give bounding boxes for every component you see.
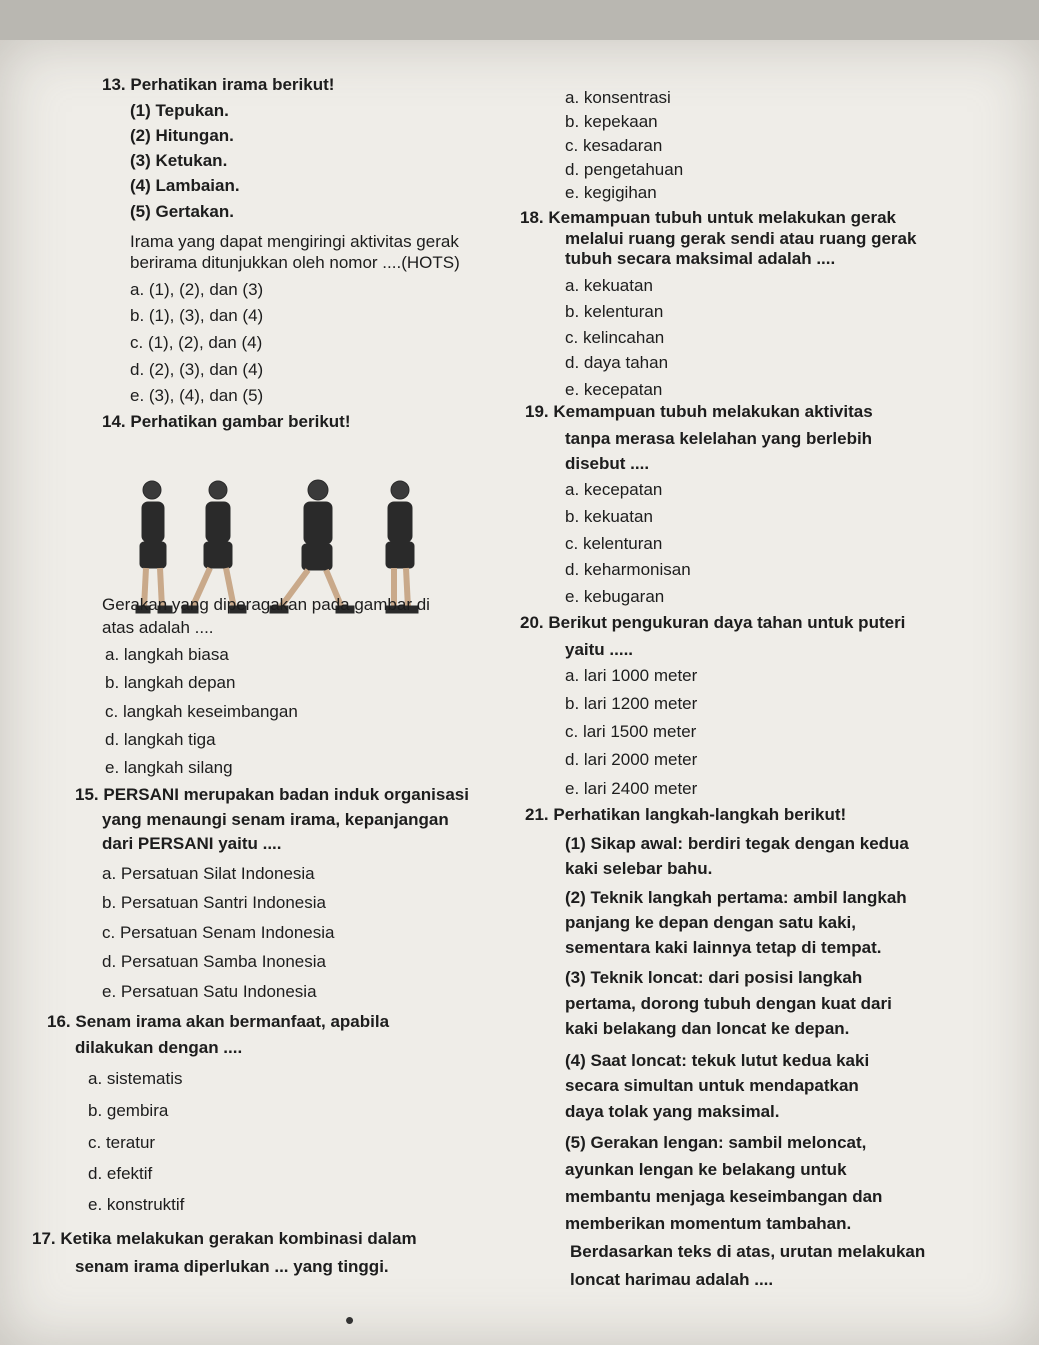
q13-option-e: e. (3), (4), dan (5) <box>130 386 264 405</box>
q21-step-1-line-2: kaki selebar bahu. <box>565 859 713 878</box>
q14-option-c: c. langkah keseimbangan <box>105 702 298 721</box>
q14-stem-line-1: Gerakan yang diperagakan pada gambar di <box>102 595 430 614</box>
figure-4 <box>386 481 418 613</box>
q21-step-5-line-2: ayunkan lengan ke belakang untuk <box>565 1160 847 1179</box>
figure-1 <box>136 481 172 613</box>
question-15-line-2: yang menaungi senam irama, kepanjangan <box>102 810 449 829</box>
question-17-line-1: 17. Ketika melakukan gerakan kombinasi dalam <box>32 1229 417 1248</box>
q19-option-c: c. kelenturan <box>565 534 663 553</box>
q16-option-a: a. sistematis <box>88 1069 183 1088</box>
question-16-line-1: 16. Senam irama akan bermanfaat, apabila <box>47 1012 390 1031</box>
q13-stem-line-1: Irama yang dapat mengiringi aktivitas gerak <box>130 232 459 251</box>
q21-step-3-line-2: pertama, dorong tubuh dengan kuat dari <box>565 994 892 1013</box>
q21-step-2-line-3: sementara kaki lainnya tetap di tempat. <box>565 938 882 957</box>
q13-item-4: (4) Lambaian. <box>130 176 240 195</box>
question-15-line-1: 15. PERSANI merupakan badan induk organisasi <box>75 785 469 804</box>
q13-stem-line-2: berirama ditunjukkan oleh nomor ....(HOTS) <box>130 253 460 272</box>
q17-option-b: b. kepekaan <box>565 112 658 131</box>
question-16-line-2: dilakukan dengan .... <box>75 1038 243 1057</box>
q15-option-c: c. Persatuan Senam Indonesia <box>102 923 335 942</box>
question-19-line-2: tanpa merasa kelelahan yang berlebih <box>565 429 873 448</box>
question-17-line-2: senam irama diperlukan ... yang tinggi. <box>75 1257 389 1276</box>
q17-option-c: c. kesadaran <box>565 136 663 155</box>
q18-option-d: d. daya tahan <box>565 353 669 372</box>
q20-option-b: b. lari 1200 meter <box>565 694 698 713</box>
figure-2 <box>182 481 246 613</box>
question-19-line-3: disebut .... <box>565 454 650 473</box>
q13-item-3: (3) Ketukan. <box>130 151 228 170</box>
q21-step-3-line-3: kaki belakang dan loncat ke depan. <box>565 1019 850 1038</box>
q21-step-5-line-1: (5) Gerakan lengan: sambil meloncat, <box>565 1133 867 1152</box>
question-20-line-2: yaitu ..... <box>565 640 634 659</box>
q16-option-d: d. efektif <box>88 1164 153 1183</box>
q18-option-a: a. kekuatan <box>565 276 653 295</box>
q19-option-a: a. kecepatan <box>565 480 663 499</box>
q13-item-1: (1) Tepukan. <box>130 101 229 120</box>
q13-item-5: (5) Gertakan. <box>130 202 234 221</box>
question-15-line-3: dari PERSANI yaitu .... <box>102 834 282 853</box>
q21-closing-line-1: Berdasarkan teks di atas, urutan melakukan <box>570 1242 926 1261</box>
q16-option-c: c. teratur <box>88 1133 156 1152</box>
q14-option-d: d. langkah tiga <box>105 730 216 749</box>
question-14-title: 14. Perhatikan gambar berikut! <box>102 412 351 431</box>
question-21-title: 21. Perhatikan langkah-langkah berikut! <box>525 805 847 824</box>
q19-option-e: e. kebugaran <box>565 587 665 606</box>
q21-step-3-line-1: (3) Teknik loncat: dari posisi langkah <box>565 968 863 987</box>
q13-option-b: b. (1), (3), dan (4) <box>130 306 264 325</box>
q14-stem-line-2: atas adalah .... <box>102 618 214 637</box>
q17-option-a: a. konsentrasi <box>565 88 671 107</box>
q20-option-c: c. lari 1500 meter <box>565 722 697 741</box>
q18-option-e: e. kecepatan <box>565 380 663 399</box>
ink-dot: • <box>345 1305 355 1335</box>
q21-step-5-line-4: memberikan momentum tambahan. <box>565 1214 852 1233</box>
q21-step-5-line-3: membantu menjaga keseimbangan dan <box>565 1187 883 1206</box>
question-13-title: 13. Perhatikan irama berikut! <box>102 75 335 94</box>
q21-step-2-line-2: panjang ke depan dengan satu kaki, <box>565 913 856 932</box>
q14-option-b: b. langkah depan <box>105 673 236 692</box>
q21-step-4-line-1: (4) Saat loncat: tekuk lutut kedua kaki <box>565 1051 870 1070</box>
q15-option-d: d. Persatuan Samba Inonesia <box>102 952 326 971</box>
q16-option-b: b. gembira <box>88 1101 169 1120</box>
q18-option-b: b. kelenturan <box>565 302 664 321</box>
q15-option-e: e. Persatuan Satu Indonesia <box>102 982 317 1001</box>
q21-step-2-line-1: (2) Teknik langkah pertama: ambil langkah <box>565 888 907 907</box>
question-18-line-2: melalui ruang gerak sendi atau ruang gerak <box>565 229 917 248</box>
q19-option-d: d. keharmonisan <box>565 560 691 579</box>
question-19-line-1: 19. Kemampuan tubuh melakukan aktivitas <box>525 402 873 421</box>
q21-closing-line-2: loncat harimau adalah .... <box>570 1270 774 1289</box>
q13-item-2: (2) Hitungan. <box>130 126 234 145</box>
q21-step-4-line-2: secara simultan untuk mendapatkan <box>565 1076 859 1095</box>
q20-option-e: e. lari 2400 meter <box>565 779 698 798</box>
q15-option-a: a. Persatuan Silat Indonesia <box>102 864 315 883</box>
q13-option-c: c. (1), (2), dan (4) <box>130 333 263 352</box>
q20-option-a: a. lari 1000 meter <box>565 666 698 685</box>
q17-option-d: d. pengetahuan <box>565 160 684 179</box>
q13-option-a: a. (1), (2), dan (3) <box>130 280 264 299</box>
q18-option-c: c. kelincahan <box>565 328 665 347</box>
q15-option-b: b. Persatuan Santri Indonesia <box>102 893 326 912</box>
q17-option-e: e. kegigihan <box>565 183 657 202</box>
q21-step-4-line-3: daya tolak yang maksimal. <box>565 1102 780 1121</box>
question-18-line-3: tubuh secara maksimal adalah .... <box>565 249 836 268</box>
q21-step-1-line-1: (1) Sikap awal: berdiri tegak dengan kedua <box>565 834 909 853</box>
q19-option-b: b. kekuatan <box>565 507 653 526</box>
question-20-line-1: 20. Berikut pengukuran daya tahan untuk puteri <box>520 613 906 632</box>
q14-option-a: a. langkah biasa <box>105 645 229 664</box>
q13-option-d: d. (2), (3), dan (4) <box>130 360 264 379</box>
q16-option-e: e. konstruktif <box>88 1195 185 1214</box>
worksheet-page <box>0 40 1039 1345</box>
q20-option-d: d. lari 2000 meter <box>565 750 698 769</box>
figure-3 <box>270 480 354 613</box>
q14-option-e: e. langkah silang <box>105 758 233 777</box>
question-18-line-1: 18. Kemampuan tubuh untuk melakukan gerak <box>520 208 896 227</box>
